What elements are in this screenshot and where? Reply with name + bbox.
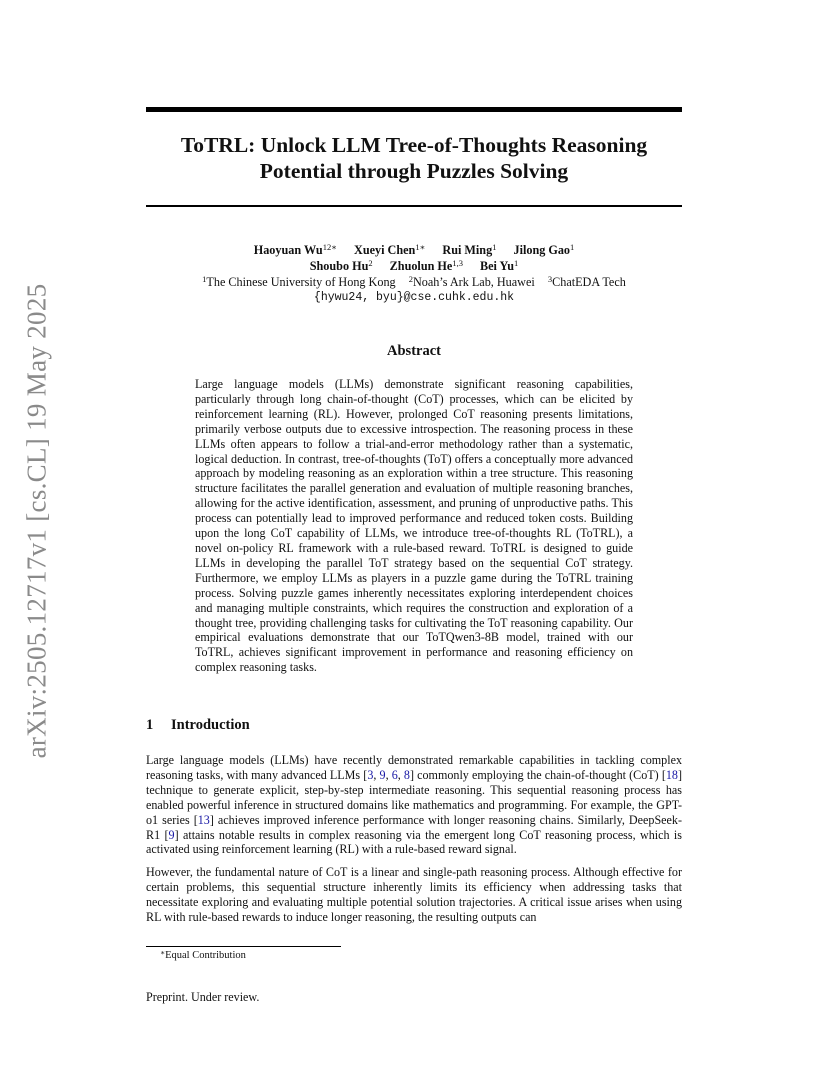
footnote: [160, 950, 246, 961]
author-line-1: [146, 242, 682, 258]
author: Xueyi Chen$^{1∗}$: [354, 242, 426, 257]
footnote-rule: [146, 946, 341, 947]
author: Zhuolun He$^{1,3}$: [389, 258, 463, 273]
arxiv-stamp: arXiv:2505.12717v1 [cs.CL] 19 May 2025: [21, 283, 52, 759]
abstract-text: Large language models (LLMs) demonstrate significant reasoning capabilities, particularly through long chain-of-thought (CoT) processes, which can be elicited by reinforcement learning (RL). However, prolonged CoT reasoning presents limitations, primarily verbose outputs due to excessive introspection. The reasoning process in these LLMs often appears to follow a trial-and-error methodology rather than a systematic, logical deduction. In contrast, tree-of-thoughts (ToT) offers a conceptually more advanced approach by modeling reasoning as an exploration within a tree structure. This reasoning structure facilitates the parallel generation and evaluation of multiple reasoning branches, allowing for the active identification, assessment, and pruning of unproductive paths. This process can potentially lead to improved performance and reduced token costs. Building upon the long CoT capability of LLMs, we introduce tree-of-thoughts RL (ToTRL), a novel on-policy RL framework with a rule-based reward. ToTRL is designed to guide LLMs in developing the parallel ToT strategy based on the sequential CoT strategy. Furthermore, we employ LLMs as players in a puzzle game during the ToTRL training process. Solving puzzle games inherently necessitates exploring interdependent choices and managing multiple constraints, which requires the construction and exploration of a thought tree, providing challenging tasks for cultivating the ToT reasoning capability. Our empirical evaluations demonstrate that our ToTQwen3-8B model, trained with our ToTRL, achieves significant improvement in performance and reasoning efficiency on complex reasoning tasks.: [195, 377, 633, 675]
author-block: [146, 242, 682, 306]
author: Bei Yu$^1$: [480, 258, 519, 273]
body-text: [146, 753, 682, 925]
author: Shoubo Hu$^2$: [309, 258, 373, 273]
citation-link[interactable]: 8: [403, 767, 410, 782]
section-heading: [146, 717, 250, 734]
title-line-2: Potential through Puzzles Solving: [259, 159, 569, 183]
citation-link[interactable]: 6: [391, 767, 398, 782]
citation-link[interactable]: 9: [379, 767, 386, 782]
paragraph: However, the fundamental nature of CoT is a linear and single-path reasoning process. Although effective for certain problems, this sequential structure inherently limits its efficiency when addressing tasks that necessitate exploring and evaluating multiple potential solution trajectories. A critical issue arises when using RL with rule-based rewards to induce longer reasoning, the resulting outputs can: [146, 865, 682, 925]
paragraph: Large language models (LLMs) have recently demonstrated remarkable capabilities in tackling complex reasoning tasks, with many advanced LLMs [3, 9, 6, 8] commonly employing the chain-of-thought (CoT) [18] technique to generate explicit, step-by-step intermediate reasoning. This sequential reasoning process has enabled powerful inference in structured domains like mathematics and programming. For example, the GPT-o1 series [13] achieves improved inference performance with longer reasoning chains. Similarly, DeepSeek-R1 [9] attains notable results in complex reasoning via the emergent long CoT reasoning process, which is activated using reinforcement learning (RL) with a rule-based reward signal.: [146, 753, 682, 857]
affiliation: $^1$The Chinese University of Hong Kong: [202, 274, 396, 289]
citation-link[interactable]: 13: [197, 812, 210, 827]
title-top-rule: [146, 107, 682, 112]
citation-link[interactable]: 9: [168, 827, 175, 842]
section-number: 1: [146, 717, 154, 733]
section-title: Introduction: [171, 717, 250, 733]
affiliation: $^3$ChatEDA Tech: [547, 274, 626, 289]
abstract: [195, 377, 633, 675]
author-line-2: [146, 258, 682, 274]
affiliation: $^2$Noah’s Ark Lab, Huawei: [408, 274, 535, 289]
title-bottom-rule: [146, 205, 682, 207]
preprint-note: Preprint. Under review.: [146, 990, 260, 1004]
affiliations: [146, 274, 682, 290]
paper-title: [146, 132, 682, 184]
author: Jilong Gao$^1$: [513, 242, 575, 257]
abstract-heading: Abstract: [387, 343, 441, 359]
citation-link[interactable]: 18: [665, 767, 678, 782]
title-line-1: ToTRL: Unlock LLM Tree-of-Thoughts Reasoning: [180, 133, 648, 157]
citation-link[interactable]: 3: [367, 767, 374, 782]
author: Haoyuan $Wu^{12∗}$: [253, 242, 337, 257]
footnote-mark: ∗: [160, 948, 166, 957]
footnote-text: Equal Contribution: [165, 950, 246, 961]
contact-email[interactable]: {hywu24, byu}@cse.cuhk.edu.hk: [313, 291, 515, 304]
author: Rui Ming$^1$: [442, 242, 497, 257]
